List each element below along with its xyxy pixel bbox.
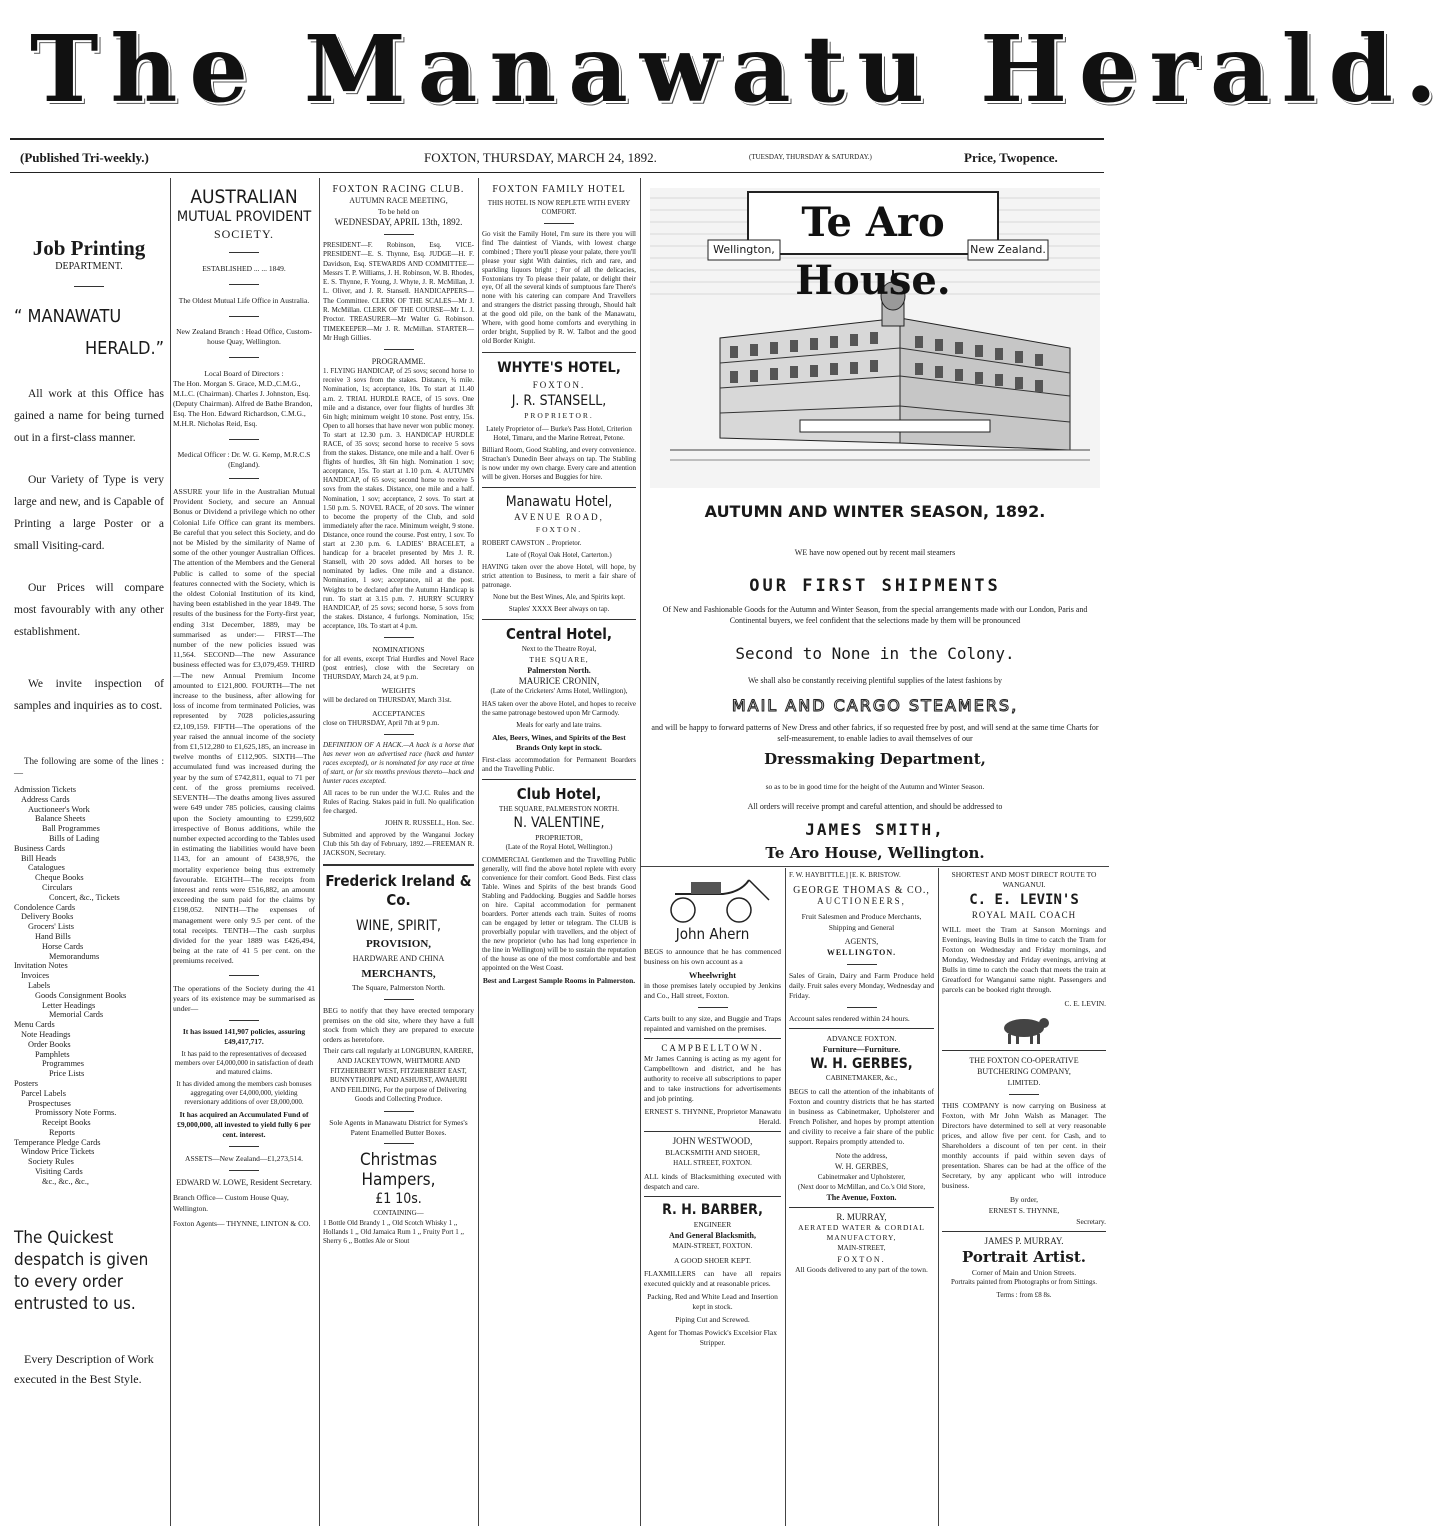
job-line-item: Horse Cards: [42, 941, 84, 951]
job-line-item: Cheque Books: [35, 873, 84, 883]
butchering-body: THIS COMPANY is now carrying on Business at Foxton, with Mr John Walsh as Manager. The Directors have determined to sell at very reasonable prices, and allow five per cent. for Cash, and to Shareholders a discount of ten per cent. in their monthly accounts if paid within seven days of presentation. Shares can be had at the office of the Secretary, by any applicant who will introduce business.: [942, 1101, 1106, 1190]
job-line-item: Bill Heads: [21, 853, 57, 863]
te-aro-title: Te Aro House.: [795, 199, 951, 304]
season-heading: AUTUMN AND WINTER SEASON, 1892.: [704, 502, 1046, 521]
family-hotel-sub: THIS HOTEL IS NOW REPLETE WITH EVERY COMFORT.: [487, 199, 631, 216]
job-line-item: Letter Headings: [42, 1000, 96, 1010]
nominations-heading: NOMINATIONS: [372, 644, 425, 654]
dressmaking-department: Dressmaking Department,: [764, 750, 986, 768]
good-time: so as to be in good time for the height of the Autumn and Winter Season.: [765, 782, 985, 791]
divider: [384, 734, 414, 735]
branch-office: Branch Office— Custom House Quay, Wellington.: [173, 1192, 289, 1213]
hamper-price: £1 10s.: [375, 1191, 422, 1208]
john-ahern-heading: John Ahern: [675, 925, 750, 943]
race-date: WEDNESDAY, APRIL 13th, 1892.: [334, 217, 463, 227]
secretary: EDWARD W. LOWE, Resident Secretary.: [176, 1177, 312, 1187]
job-line-item: Invitation Notes: [14, 961, 68, 971]
provision: PROVISION,: [365, 937, 432, 950]
westwood-heading: JOHN WESTWOOD,: [672, 1136, 753, 1146]
amp-stat: It has paid to the representatives of deceased members over £4,000,000 in satisfaction of death and matured claims.: [174, 1049, 314, 1076]
divider: [1009, 1094, 1039, 1095]
by-order: By order,: [1009, 1195, 1039, 1204]
club-hotel-heading: Club Hotel,: [516, 784, 602, 803]
barber-heading: R. H. BARBER,: [662, 1202, 763, 1218]
agents: AGENTS,: [844, 937, 879, 946]
divider: [229, 316, 259, 317]
engineer: ENGINEER: [693, 1220, 732, 1229]
job-line-item: Order Books: [28, 1039, 71, 1049]
westwood-body: ALL kinds of Blacksmithing executed with despatch and care.: [644, 1172, 781, 1191]
nominations: for all events, except Trial Hurdles and Novel Race (post entries), close with the Secretary on THURSDAY, March 24, at 9 p.m.: [323, 654, 474, 681]
divider: [229, 975, 259, 976]
amp-body: ASSURE your life in the Australian Mutual Provident Society, and secure an Annual Bonus or Dividend a privilege which no other Colonial Life Office can grant its members. Be careful that you select this Society, and do not be Misled by the similarity of Name of some of the other younger Australian Offices. The attention of the Members and the General Public is called to some of the special features connected with the Society, which is the oldest Colonial Institution of its kind, having been established in the year 1849. The results of the business for the Forty-first year, ending 31st December, 1889, may be summarised as under:— FIRST—The number of the new policies issued was 11,564. SECOND—The new Assurance business effected was for £3,079,459. THIRD—The new Annual Premium Income amounted to £121,800. FOURTH—The net increase to the business, after allowing for loss of income from terminated Policies, was represented by 7028 policies,assuring £2,109,159. FIFTH—The operations of the year raised the annual income of the society from £1,512,280 to £1,625,185, an increase in twelve months of £112,905. SIXTH—The accumulated fund was increased during the year by the sum of £742,811, equal to 71 per cent. of the gross premiums received. SEVENTH—The deaths among lives assured were 649 under 785 policies, causing claims upon the Society amounting to £299,602 irrespective of Bonus additions, while the number expected according to the Tables used in estimating the liabilities would have been 1143, for an amount of £438,976, the mortality experience being thus extremely favourable. EIGHTH—The receipts from interest and rents were £516,882, an amount exceeding the sum paid for the claims by £198,052. NINTH—The expenses of management were only 9.5 per cent. of the total receipts. TENTH—The cash surplus divided for the year 1889 was £426,494, being at the rate of 41 5 per cent. on the premiums received.: [173, 487, 315, 966]
race-secretary: JOHN R. RUSSELL, Hon. Sec.: [384, 818, 474, 827]
packing: Packing, Red and White Lead and Insertion kept in stock.: [647, 1292, 778, 1311]
shortest-route: SHORTEST AND MOST DIRECT ROUTE TO WANGANUI.: [951, 870, 1097, 889]
murray-delivery: All Goods delivered to any part of the town.: [795, 1265, 928, 1274]
avenue-road: AVENUE ROAD,: [514, 511, 604, 522]
central-ales: Ales, Beers, Wines, and Spirits of the Best Brands Only kept in stock.: [492, 732, 626, 752]
hotels-column: [482, 180, 636, 1525]
race-approval: Submitted and approved by the Wanganui Jockey Club this 5th day of February, 1892.—FREEMAN R. JACKSON, Secretary.: [323, 830, 474, 857]
merchants: MERCHANTS,: [361, 967, 436, 980]
weights: will be declared on THURSDAY, March 31st.: [323, 695, 452, 704]
te-aro-illustration: [650, 188, 1100, 488]
oldest-office: The Oldest Mutual Life Office in Australia.: [178, 296, 310, 305]
job-line-item: Visiting Cards: [35, 1167, 83, 1177]
paragraph: All work at this Office has gained a name for being turned out in a first-class manner.: [14, 388, 164, 444]
whytes-late: Lately Proprietor of— Burke's Pass Hotel, Criterion Hotel, Timaru, and the Marine Retreat, Petone.: [486, 424, 632, 442]
valentine: N. VALENTINE,: [513, 814, 605, 831]
column-rule: [640, 178, 641, 1526]
paragraph: Every Description of Work executed in the Best Style.: [14, 1351, 154, 1386]
divider: [384, 349, 414, 350]
job-line-item: Delivery Books: [21, 912, 74, 922]
ahern-intro: BEGS to announce that he has commenced business on his own account as a: [644, 947, 781, 966]
fruit-salesmen: Fruit Salesmen and Produce Merchants, Shipping and General: [801, 912, 922, 932]
divider: [942, 1231, 1106, 1232]
established: ESTABLISHED ... ... 1849.: [202, 264, 286, 273]
divider: [641, 866, 1109, 867]
valentine-late: (Late of the Royal Hotel, Wellington.): [505, 842, 613, 851]
job-printing-heading: Job Printing: [32, 236, 146, 260]
divider: [482, 619, 636, 620]
good-shoer: A GOOD SHOER KEPT.: [674, 1256, 751, 1265]
divider: [482, 779, 636, 780]
job-line-item: Circulars: [42, 882, 73, 892]
job-line-item: Balance Sheets: [35, 814, 86, 824]
divider: [229, 357, 259, 358]
gerbes-body: BEGS to call the attention of the inhabitants of Foxton and country districts that he has started in business as Cabinetmaker, Upholsterer and French Polisher, and hopes by prompt attention and civility to receive a fair share of the public support. Repairs promptly attended to.: [789, 1087, 934, 1146]
whytes-proprietor: PROPRIETOR.: [524, 410, 594, 420]
dateline: [14, 150, 1100, 170]
opened-out: WE have now opened out by recent mail steamers: [794, 548, 956, 557]
staples-beer: Staples' XXXX Beer always on tap.: [508, 604, 610, 613]
board-list: The Hon. Morgan S. Grace, M.D.,C.M.G., M.L.C. (Chairman). Charles J. Johnston, Esq. (Deputy Chairman). Alfred de Bathe Brandon, Esq. The Hon. Edward Richardson, C.M.G., M.H.R. Nicholas Reid, Esq.: [173, 379, 313, 428]
amp-stat: It has divided among the members cash bonuses aggregating over £4,000,000, yielding reversionary additions of over £8,000,000.: [176, 1079, 312, 1106]
job-line-item: Condolence Cards: [14, 902, 76, 912]
assets: ASSETS—New Zealand—£1,273,514.: [185, 1153, 303, 1163]
race-meeting: AUTUMN RACE MEETING,: [349, 196, 448, 205]
divider: [384, 1143, 414, 1144]
manawatu-hotel-heading: Manawatu Hotel,: [505, 493, 613, 510]
te-aro-address: Te Aro House, Wellington.: [765, 844, 985, 862]
gerbes-location: (Next door to McMillan, and Co.'s Old Store,: [797, 1183, 926, 1191]
te-aro-house-advert: [644, 184, 1106, 864]
divider: [847, 1007, 877, 1008]
whytes-foxton: FOXTON.: [532, 379, 586, 390]
divider: [942, 1050, 1106, 1051]
amp-society-column: [173, 180, 315, 1525]
club-sample-rooms: Best and Largest Sample Rooms in Palmerston.: [482, 975, 636, 985]
foxton-agents: Foxton Agents— THYNNE, LINTON & CO.: [173, 1218, 311, 1228]
to-be-held: To be held on: [378, 207, 419, 216]
divider: [698, 1007, 728, 1008]
divider: [323, 864, 474, 866]
job-printing-column: [14, 180, 164, 1525]
divider: [644, 1131, 781, 1132]
artist-portraits: Portraits painted from Photographs or from Sittings.: [950, 1278, 1097, 1286]
artist-terms: Terms : from £8 8s.: [996, 1291, 1052, 1299]
divider: [384, 999, 414, 1000]
central-theatre: Next to the Theatre Royal,: [521, 644, 597, 653]
job-line-item: Menu Cards: [14, 1020, 55, 1030]
department-heading: DEPARTMENT.: [55, 261, 123, 272]
christmas-hampers: Christmas Hampers,: [359, 1150, 438, 1191]
published-note: (Published Tri-weekly.): [20, 150, 149, 165]
wellington-label: Wellington,: [713, 243, 775, 256]
ahern-column: [644, 870, 781, 1525]
dateline-rule: [10, 172, 1104, 173]
divider: [384, 234, 414, 235]
job-line-item: Window Price Tickets: [21, 1147, 95, 1157]
whytes-body: Billiard Room, Good Stabling, and every convenience. Strachan's Dunedin Beer always on tap. The Stabling is now under my own charge. Every care and attention will be given. Horses and Buggies for hire.: [482, 445, 636, 481]
campbelltown-body: Mr James Canning is acting as my agent for Campbelltown and district, and he has authority to receive all subscriptions to paper and to take instructions for advertisements and job printing.: [644, 1054, 781, 1103]
auctioneers: AUCTIONEERS,: [817, 896, 906, 906]
thynne-title: Secretary.: [1076, 1217, 1106, 1226]
job-line-item: Concert, &c., Tickets: [49, 892, 120, 902]
job-line-item: Labels: [28, 980, 51, 990]
gt-sales: Sales of Grain, Dairy and Farm Produce held daily. Fruit sales every Monday, Wednesday and Friday.: [789, 971, 934, 1000]
job-line-item: Business Cards: [14, 843, 65, 853]
job-line-item: Reports: [49, 1127, 75, 1137]
george-thomas-heading: GEORGE THOMAS & CO.,: [793, 885, 930, 896]
divider: [384, 637, 414, 638]
job-line-item: Memorandums: [49, 951, 100, 961]
divider: [789, 1028, 934, 1029]
amp-stat: It has acquired an Accumulated Fund of £9,000,000, all invested to yield fully 6 per cent. interest.: [177, 1109, 311, 1139]
divider: [482, 352, 636, 353]
central-body: HAS taken over the above Hotel, and hopes to receive the same patronage bestowed upon Mr Carmody.: [482, 699, 636, 717]
buggy-illustration: [653, 874, 773, 924]
amp-stat: It has issued 141,907 policies, assuring £49,417,717.: [182, 1026, 306, 1046]
job-line-item: Grocers' Lists: [28, 922, 74, 932]
manawatu-hotel-body: HAVING taken over the above Hotel, will hope, by strict attention to Business, to merit a fair share of patronage.: [482, 562, 636, 589]
place-date: FOXTON, THURSDAY, MARCH 24, 1892.: [424, 150, 657, 165]
race-rules: All races to be run under the W.J.C. Rules and the Rules of Racing. Stakes paid in full. No qualification fee charged.: [323, 788, 474, 815]
hardware-china: HARDWARE AND CHINA: [352, 953, 445, 963]
blacksmith-shoer: BLACKSMITH AND SHOER,: [665, 1148, 760, 1157]
fi-address: The Square, Palmerston North.: [351, 982, 446, 992]
hamper-containing: CONTAINING—: [373, 1209, 424, 1218]
james-smith: JAMES SMITH,: [805, 820, 945, 839]
race-officials: PRESIDENT—F. Robinson, Esq. VICE-PRESIDENT—E. S. Thynne, Esq. JUDGE—H. F. Davidson, Esq. STEWARDS AND COMMITTEE—Messrs T. P. Williams, J. H. Robinson, W. B. Rhodes, E. S. Thynne, F. Young, J. Whyte, J. R. McMillan, J. L. Oliver, and J. R. Stansell. HANDICAPPERS—The Committee. CLERK OF THE SCALES—Mr J. R. McMillan. CLERK OF THE COURSE—Mr L. J. Proctor. TREASURER—Mr Walter G. Robinson. TIMEKEEPER—Mr J. R. McMillan. STARTER—Mr Hugh Gillies.: [323, 241, 474, 342]
hack-definition: DEFINITION OF A HACK.—A hack is a horse that has never won an advertised race (hack and hunter races excepted), or is nominated for any race at time of start, or for six months previous thereto—hack and hunter races excepted.: [323, 740, 474, 785]
herald-heading: HERALD.”: [84, 338, 164, 359]
divider: [789, 1207, 934, 1208]
acceptances: close on THURSDAY, April 7th at 9 p.m.: [323, 718, 440, 727]
board-heading: Local Board of Directors :: [204, 369, 284, 378]
cabinetmaker: CABINETMAKER, &c.,: [825, 1074, 898, 1082]
second-to-none: Second to None in the Colony.: [735, 644, 1015, 663]
column-rule: [319, 178, 320, 1526]
plentiful-supplies: We shall also be constantly receiving plentiful supplies of the latest fashions by: [748, 676, 1002, 685]
column-rule: [170, 178, 171, 1526]
ahern-carts: Carts built to any size, and Buggie and Traps repainted and varnished on the premises.: [644, 1014, 781, 1033]
coach-timetable: WILL meet the Tram at Sanson Mornings and Evenings, leaving Bulls in time to catch the Tram for Foxton on Wednesday and Friday mornings, and Monday, Wednesday and Friday evenings, arriving at Bulls in time to catch the coach that meets the train at Greatford for Wanganui same night. Passengers and parcels can be booked right through.: [942, 925, 1106, 994]
frederick-ireland-heading: Frederick Ireland & Co.: [325, 871, 472, 909]
family-hotel-verse: Go visit the Family Hotel, I'm sure its there you will find The daintiest of Viands, with lowest charge combined ; There you'll please your palate, there you'll please your sight With dainties, rich and rare, and sparkling liquors bright ; For of all the delicacies, Foxtonians try To please their palate, or delight their eye, Of all the several kinds of sumptuous fare There's none with his catering can compare And Travellers and strangers the district passing through, Should halt at the good old pile, on the bank of the Manawatu, Where, with good home comforts and everything in order bright, Supplied by R. W. Talbot and the good old Border Knight.: [482, 230, 636, 345]
central-square: THE SQUARE,: [529, 654, 589, 664]
masthead-rule: [10, 138, 1104, 140]
manawatu-foxton: FOXTON.: [535, 524, 583, 534]
family-hotel-heading: FOXTON FAMILY HOTEL: [492, 184, 626, 195]
fi-notice: BEG to notify that they have erected temporary premises on the old site, where they have a full stock from which they are prepared to execute orders as heretofore.: [323, 1005, 474, 1044]
wheelwright: Wheelwright: [688, 970, 737, 980]
levin-heading: C. E. LEVIN'S: [969, 892, 1079, 908]
job-line-item: Memorial Cards: [49, 1010, 104, 1020]
artist-address: Corner of Main and Union Streets.: [971, 1268, 1077, 1277]
butchering-heading: THE FOXTON CO-OPERATIVE: [969, 1056, 1079, 1065]
nz-label: New Zealand.: [970, 243, 1046, 256]
powick-agent: Agent for Thomas Powick's Excelsior Flax Stripper.: [648, 1328, 777, 1347]
club-square: THE SQUARE, PALMERSTON NORTH.: [499, 804, 619, 813]
amp-heading-3: SOCIETY.: [213, 227, 275, 241]
furniture: Furniture—Furniture.: [822, 1045, 901, 1054]
levin-column: [942, 870, 1106, 1525]
divider: [544, 223, 574, 224]
job-line-item: Invoices: [21, 971, 50, 981]
general-blacksmith: And General Blacksmith,: [669, 1231, 756, 1240]
divider: [229, 439, 259, 440]
hall-street: HALL STREET, FOXTON.: [673, 1159, 752, 1167]
murray-foxton: FOXTON.: [837, 1255, 886, 1264]
job-lines-list: [14, 785, 164, 1187]
club-proprietor: PROPRIETOR,: [535, 832, 583, 842]
job-line-item: Promissory Note Forms.: [35, 1108, 117, 1118]
column-rule: [785, 868, 786, 1526]
paragraph: Our Prices will compare most favourably with any other establishment.: [14, 582, 164, 638]
first-shipments: OUR FIRST SHIPMENTS: [749, 576, 1001, 596]
race-programme: 1. FLYING HANDICAP, of 25 sovs; second horse to receive 3 sovs from the stakes. Distance, ¾ mile. Nomination, 1s; acceptance, 10s. To start at 11.40 a.m. 2. TRIAL HURDLE RACE, of 15 sovs. One mile and a distance, over four flights of hurdles 3ft 6in high; minimum weight 10 stone. Post entry, 15s. Open to all horses that have never won public money. To start at 12.30 p.m. 3. HANDICAP HURDLE RACE, of 35 sovs; second horse to receive 5 sovs from the stakes. Distance, one mile and a half. Over 6 flights of hurdles, 3ft 6in high. Nomination 1 sov; acceptance, 15s. To start at 1.10 p.m. 4. AUTUMN HANDICAP, of 65 sovs; second horse to receive 5 sovs from the stakes. Distance, one mile and a half. Nomination, 1 sov; acceptance, 2 sovs. To start at 1.50 p.m. 5. NOVEL RACE, of 20 sovs. The winner to become the property of the Club, and sold immediately after the race. Minimum weight, 9 stone. Distance, once round the course. Post entry, 1 sov. To start at 2.30 p.m. 6. LADIES' BRACELET, a handicap for a bracelet presented by Mrs J. R. Stansell, with 20 sovs added. All horses to be nominated by ladies. One mile and a distance. Nomination, 1 sov; acceptance, nil at the post. Weights to be declared after the Autumn Handicap is run. To start at 3.15 p.m. 7. HURRY SCURRY HANDICAP, of 25 sovs; second horse, 5 sovs from the stakes. Distance, 4 furlongs. Nomination, 15s; acceptance, 10s. To start at 4 p.m.: [323, 367, 474, 630]
divider: [229, 478, 259, 479]
job-line-item: Price Lists: [49, 1069, 85, 1079]
note-address: Note the address,: [835, 1151, 888, 1160]
the-avenue: The Avenue, Foxton.: [826, 1193, 897, 1202]
divider: [384, 1111, 414, 1112]
amp-operations: The operations of the Society during the 41 years of its existence may be summarised as under—: [173, 983, 315, 1013]
job-line-item: Programmes: [42, 1059, 84, 1069]
divider: [229, 1146, 259, 1147]
job-line-item: Hand Bills: [35, 931, 71, 941]
gt-wellington: WELLINGTON.: [826, 948, 897, 957]
job-line-item: Receipt Books: [42, 1118, 91, 1128]
job-line-item: Address Cards: [21, 794, 70, 804]
job-line-item: Catalogues: [28, 863, 65, 873]
central-boarders: First-class accommodation for Permanent Boarders and the Travelling Public.: [482, 755, 636, 773]
campbelltown-heading: CAMPBELLTOWN.: [661, 1043, 764, 1053]
job-line-item: Parcel Labels: [21, 1088, 66, 1098]
piping: Piping Cut and Screwed.: [675, 1315, 750, 1324]
weights-heading: WEIGHTS: [381, 685, 416, 695]
aerated-water: AERATED WATER & CORDIAL MANUFACTORY,: [798, 1223, 925, 1242]
job-line-item: Goods Consignment Books: [35, 990, 127, 1000]
job-line-item: Note Headings: [21, 1029, 71, 1039]
cronin: MAURICE CRONIN,: [518, 675, 600, 686]
programme-heading: PROGRAMME.: [371, 357, 426, 367]
gerbes-name: W. H. GERBES,: [834, 1162, 889, 1171]
advance-foxton: ADVANCE FOXTON.: [826, 1034, 897, 1043]
divider: [229, 1170, 259, 1171]
job-line-item: Prospectuses: [28, 1098, 71, 1108]
job-line-item: Admission Tickets: [14, 785, 77, 794]
divider: [229, 252, 259, 253]
racing-column: [323, 180, 474, 1525]
thomas-column: [789, 870, 934, 1525]
publication-days: (TUESDAY, THURSDAY & SATURDAY.): [749, 153, 872, 161]
fi-carts: Their carts call regularly at LONGBURN, KARERE, AND JACKEYTOWN, WHITMORE AND FITZHERBERT WEST, FITZHERBERT EAST, BUNNYTHORPE AND ASHURST, AWAHURI AND FEILDING, For the purpose of Delivering Goods and Collecting Produce.: [323, 1047, 474, 1104]
flaxmillers: FLAXMILLERS can have all repairs executed quickly and at reasonable prices.: [644, 1269, 781, 1288]
column-rule: [938, 868, 939, 1526]
ahern-premises: in those premises lately occupied by Jenkins and Co., Hall street, Foxton.: [644, 981, 781, 1000]
price: Price, Twopence.: [964, 150, 1058, 165]
divider: [482, 487, 636, 488]
fashionable-goods: Of New and Fashionable Goods for the Autumn and Winter Season, from the special arrangements made with our London, Paris and Continental buyers, we feel confident that the selections made by them will be pronounced: [662, 605, 1088, 625]
job-line-item: Bills of Lading: [49, 833, 100, 843]
paragraph: The following are some of the lines :—: [14, 756, 164, 778]
wine-spirit: WINE, SPIRIT,: [356, 917, 441, 934]
portrait-artist: Portrait Artist.: [962, 1248, 1086, 1266]
fi-sole-agents: Sole Agents in Manawatu District for Symes's Patent Enamelled Butter Boxes.: [329, 1117, 468, 1137]
cawston: ROBERT CAWSTON .. Proprietor.: [482, 538, 582, 547]
patterns-note: and will be happy to forward patterns of New Dress and other fabrics, if so requested free by post, and will send at the same time Charts for self-measurement, to enable ladies to avail themselves of our: [651, 723, 1099, 743]
job-line-item: &c., &c., &c.,: [42, 1176, 90, 1186]
cawston-late: Late of (Royal Oak Hotel, Carterton.): [506, 550, 612, 559]
gt-partners: F. W. HAYBITTLE.] [E. K. BRISTOW.: [789, 871, 901, 879]
job-line-item: Posters: [14, 1078, 38, 1088]
quickest-despatch: The Quickest despatch is given to every order entrusted to us.: [14, 1227, 149, 1314]
nz-branch: New Zealand Branch : Head Office, Custom-house Quay, Wellington.: [176, 327, 312, 346]
amp-heading: AUSTRALIAN: [190, 186, 298, 208]
gt-accounts: Account sales rendered within 24 hours.: [789, 1014, 910, 1023]
cattle-illustration: [994, 1012, 1054, 1046]
main-street: MAIN-STREET, FOXTON.: [672, 1242, 753, 1250]
medical-officer: Medical Officer : Dr. W. G. Kemp, M.R.C.S (England).: [177, 450, 311, 469]
whytes-hotel-heading: WHYTE'S HOTEL,: [497, 359, 621, 376]
acceptances-heading: ACCEPTANCES: [372, 708, 425, 718]
divider: [229, 284, 259, 285]
thynne-signature: ERNEST S. THYNNE, Proprietor Manawatu Herald.: [644, 1107, 781, 1126]
newspaper-title: The Manawatu Herald.: [30, 15, 1449, 123]
orders-note: All orders will receive prompt and careful attention, and should be addressed to: [747, 802, 1003, 811]
levin-signature: C. E. LEVIN.: [1064, 999, 1106, 1008]
job-line-item: Temperance Pledge Cards: [14, 1137, 101, 1147]
job-line-item: Society Rules: [28, 1157, 74, 1167]
royal-mail-coach: ROYAL MAIL COACH: [971, 910, 1077, 920]
masthead: [0, 0, 1449, 140]
paragraph: Our Variety of Type is very large and new, and is Capable of Printing a large Poster or a small Visiting-card.: [14, 474, 164, 552]
thynne-name: ERNEST S. THYNNE,: [988, 1206, 1060, 1215]
stansell: J. R. STANSELL,: [511, 392, 607, 409]
divider: [644, 1196, 781, 1197]
central-hotel-heading: Central Hotel,: [505, 624, 613, 643]
murray-artist-heading: JAMES P. MURRAY.: [984, 1236, 1064, 1246]
divider: [847, 964, 877, 965]
murray-heading: R. MURRAY,: [836, 1212, 887, 1222]
job-line-item: Ball Programmes: [42, 824, 100, 834]
central-palmerston: Palmerston North.: [527, 665, 591, 675]
mail-cargo-steamers: MAIL AND CARGO STEAMERS,: [731, 696, 1019, 715]
club-body: COMMERCIAL Gentlemen and the Travelling Public generally, will find the above hotel replete with every convenience for their comfort. Good Beds. First class Table. Wines and Spirits of the best brands Good Stabling and Paddocking. Buggies and Saddle horses on hire. Capital accommodation for permanent boarders. Porter attends each train. Suites of rooms can be engaged by letter or telegram. The CLUB is proverbially popular with travellers, and the object of the new proprietor (who has had long experience in the line in Wellington) will be to sustain the reputation of the house as one of the most comfortable and best appointed on the West Coast.: [482, 855, 636, 972]
divider: [644, 1038, 781, 1039]
manawatu-heading: “ MANAWATU: [14, 306, 122, 327]
gerbes-heading: W. H. GERBES,: [810, 1056, 913, 1072]
hamper-items: 1 Bottle Old Brandy 1 ,, Old Scotch Whisky 1 ,, Hollands 1 ,, Old Jamaica Rum 1 ,, Fruity Port 1 ,, Sherry 6 ,, Bottles Ale or Stout: [323, 1219, 464, 1246]
cronin-late: (Late of the Cricketers' Arms Hotel, Wellington),: [490, 686, 628, 695]
gerbes-trade: Cabinetmaker and Upholsterer,: [817, 1173, 906, 1181]
paragraph: We invite inspection of samples and inquiries as to cost.: [14, 678, 164, 712]
job-line-item: Pamphlets: [35, 1049, 70, 1059]
butchering-limited: LIMITED.: [1007, 1078, 1041, 1087]
divider: [74, 286, 104, 287]
column-rule: [478, 178, 479, 1526]
divider: [229, 1020, 259, 1021]
murray-main-street: MAIN-STREET,: [837, 1244, 886, 1252]
job-line-item: Auctioneer's Work: [28, 804, 90, 814]
amp-heading-2: MUTUAL PROVIDENT: [176, 209, 312, 225]
butchering-company: BUTCHERING COMPANY,: [977, 1067, 1071, 1076]
manawatu-wines: None but the Best Wines, Ale, and Spirits kept.: [493, 592, 625, 601]
central-meals: Meals for early and late trains.: [516, 720, 602, 729]
racing-club-heading: FOXTON RACING CLUB.: [332, 184, 465, 195]
